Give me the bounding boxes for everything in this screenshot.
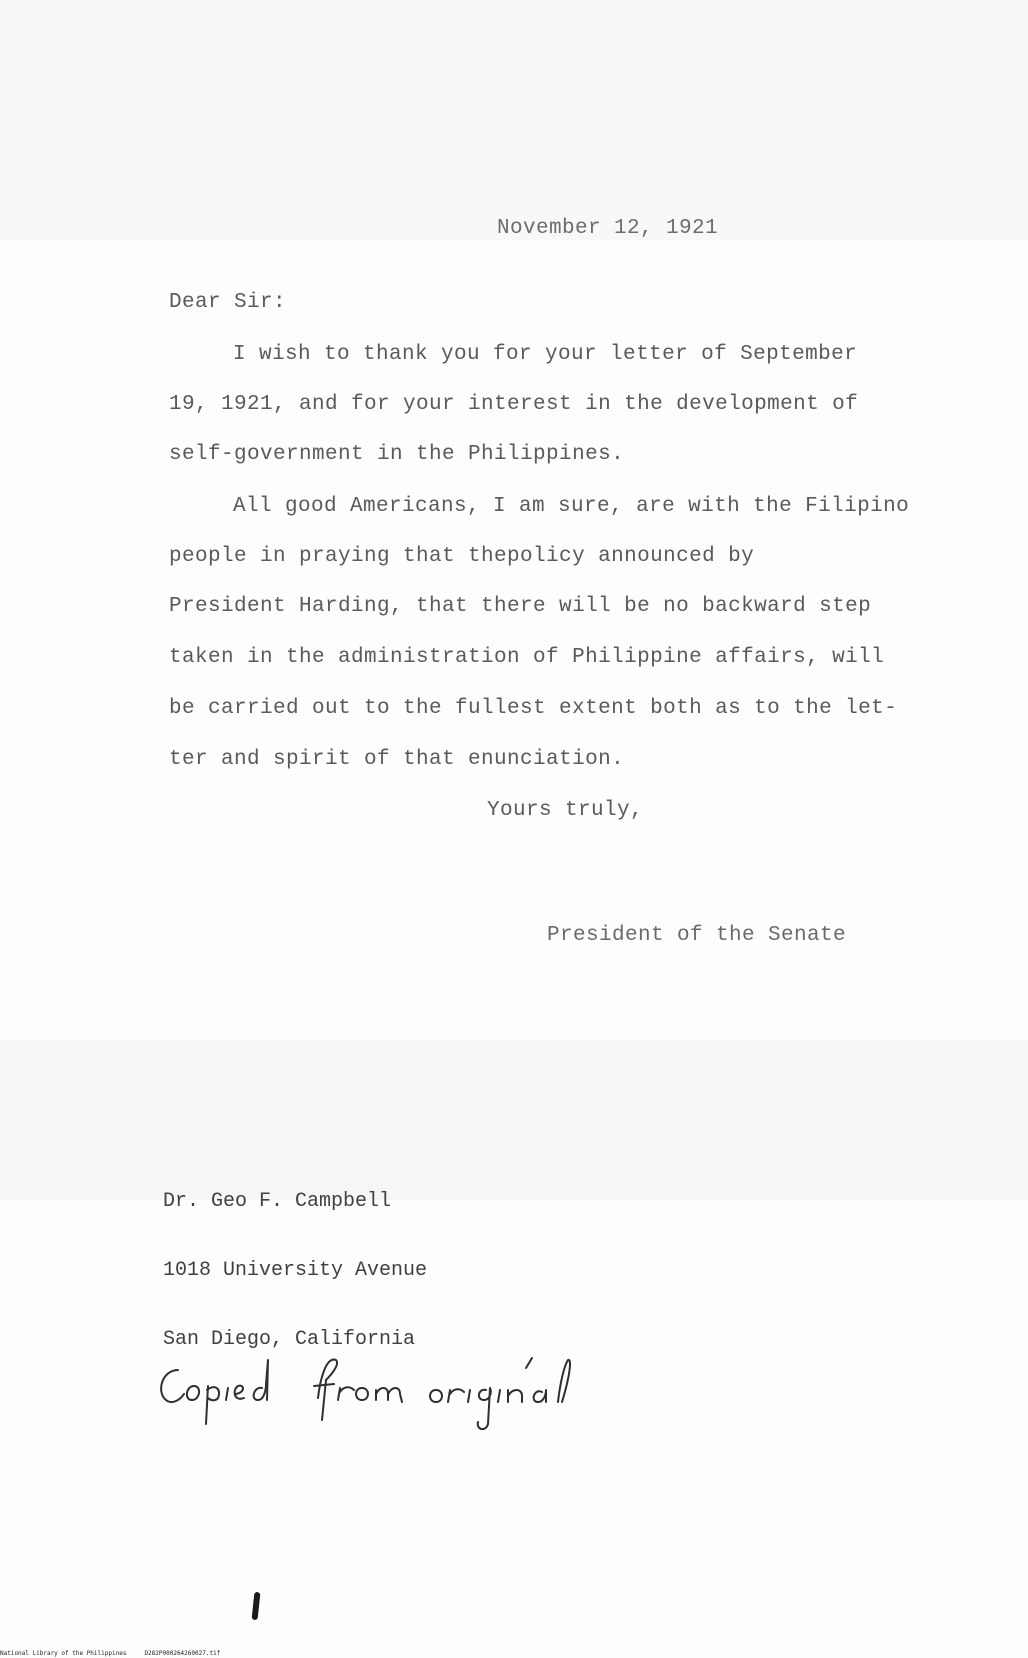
- signature-title: President of the Senate: [547, 924, 847, 947]
- handwritten-note: [150, 1340, 620, 1435]
- archive-footer: [0, 1650, 238, 1657]
- paragraph-1-line: I wish to thank you for your letter of September: [233, 343, 858, 366]
- paragraph-2-line: President Harding, that there will be no backward step: [169, 595, 872, 618]
- paragraph-2-line: All good Americans, I am sure, are with the Filipino: [233, 495, 910, 518]
- salutation: Dear Sir:: [169, 291, 287, 314]
- paragraph-2-line: be carried out to the fullest extent both as to the let-: [169, 697, 898, 720]
- library-name: National Library of the Philippines: [0, 1650, 127, 1657]
- paragraph-1-line: 19, 1921, and for your interest in the development of: [169, 393, 859, 416]
- letter-date: November 12, 1921: [497, 217, 719, 240]
- recipient-street: 1018 University Avenue: [163, 1259, 428, 1282]
- paragraph-2-line: taken in the administration of Philippine affairs, will: [169, 646, 885, 669]
- scan-band: [0, 0, 1028, 240]
- paragraph-1-line: self-government in the Philippines.: [169, 443, 625, 466]
- recipient-city: San Diego, California: [163, 1328, 416, 1351]
- paragraph-2-line: ter and spirit of that enunciation.: [169, 748, 625, 771]
- scan-band: [0, 1040, 1028, 1200]
- paragraph-2-line: people in praying that thepolicy announced by: [169, 545, 755, 568]
- scan-mark: [252, 1592, 261, 1620]
- closing: Yours truly,: [487, 799, 644, 822]
- recipient-name: Dr. Geo F. Campbell: [163, 1190, 392, 1213]
- file-id: D282P000264260027.tif: [144, 1650, 221, 1657]
